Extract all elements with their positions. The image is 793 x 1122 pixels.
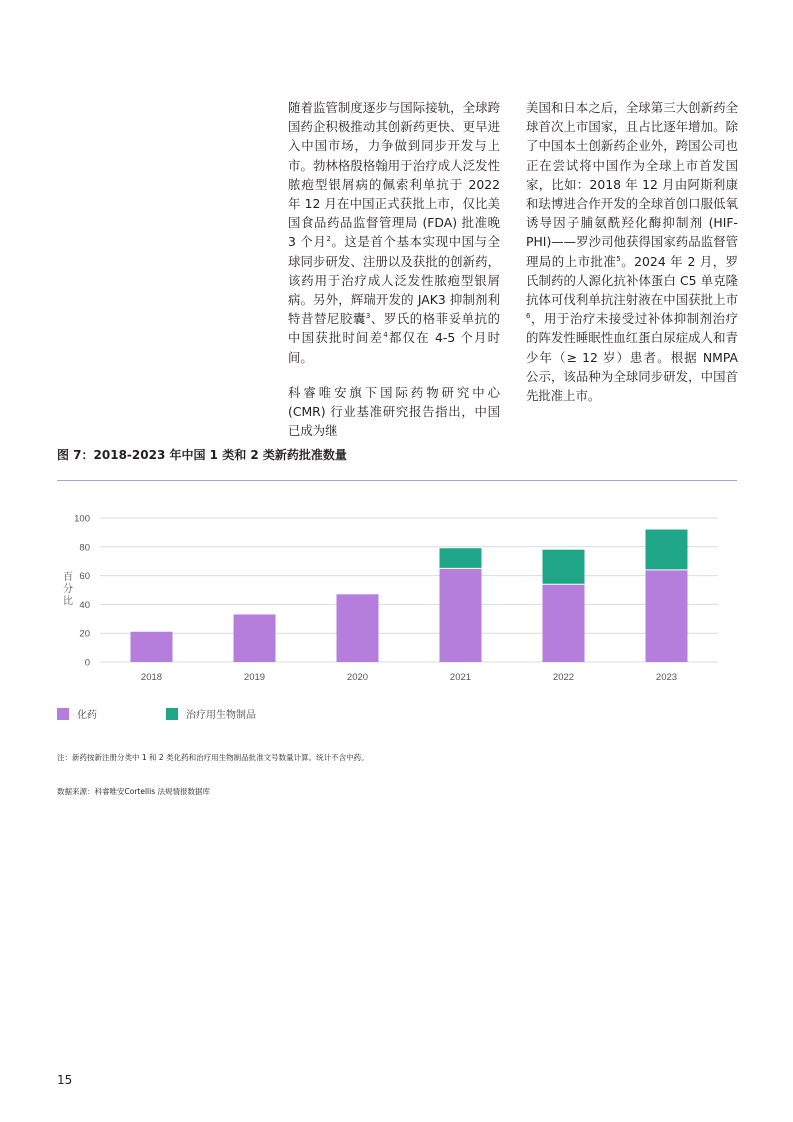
figure-title: 图 7：2018-2023 年中国 1 类和 2 类新药批准数量: [57, 448, 347, 462]
x-tick-label: 2020: [346, 672, 369, 683]
bar-segment: [543, 584, 585, 662]
y-tick-label: 80: [79, 542, 90, 554]
paragraph: 随着监管制度逐步与国际接轨，全球跨国药企积极推动其创新药更快、更早进入中国市场，力争做到同步开发与上市。勃林格殷格翰用于治疗成人泛发性脓疱型银屑病的佩索利单抗于 2022 年 12 月在中国正式获批上市，仅比美国食品药品监督管理局 (FDA) 批准晚 3 个月$^2$。这是首个基本实现中国与全球同步研发、注册以及获批的创新药，该药用于治疗成人泛发性脓疱型银屑病。另外，辉瑞开发的 JAK3 抑制剂利特昔替尼胶囊$^3$、罗氏的格菲妥单抗的中国获批时间差$^4$都仅在 4-5 个月时间。: [288, 100, 501, 365]
chart-grid: [100, 518, 718, 662]
y-axis-label: [63, 571, 73, 607]
bar-segment: [131, 632, 173, 662]
bar-segment: [543, 550, 585, 585]
data-source: 数据来源：科睿唯安Cortellis 法规情报数据库: [57, 787, 211, 796]
legend-label: 化药: [77, 710, 97, 721]
bar-segment: [646, 570, 688, 662]
bar-chart: [0, 500, 793, 700]
footnote-ref: 3: [365, 312, 371, 321]
legend-swatch: [166, 708, 178, 720]
x-axis-ticks: [141, 672, 677, 683]
y-axis-label-char: 百: [63, 572, 73, 583]
bar-segment: [646, 530, 688, 570]
legend-item-biologics: [166, 706, 256, 721]
paragraph: 美国和日本之后，全球第三大创新药全球首次上市国家，且占比逐年增加。除了中国本土创新药企业外，跨国公司也正在尝试将中国作为全球上市首发国家，比如：2018 年 12 月由阿斯利康和珐博进合作开发的全球首创口服低氧诱导因子脯氨酰羟化酶抑制剂 (HIF-PHI)——罗沙司他获得国家药品监督管理局的上市批准$^5$。2024 年 2 月，罗氏制药的人源化抗补体蛋白 C5 单克隆抗体可伐利单抗注射液在中国获批上市$^6$，用于治疗未接受过补体抑制剂治疗的阵发性睡眠性血红蛋白尿症成人和青少年（≥ 12 岁）患者。根据 NMPA 公示，该品种为全球同步研发，中国首先批准上市。: [526, 100, 739, 404]
figure-divider: [57, 480, 737, 481]
y-axis-label-char: 比: [63, 596, 73, 607]
x-tick-label: 2019: [243, 672, 266, 683]
bar-segment: [440, 548, 482, 568]
footnote-ref: 4: [383, 331, 388, 340]
x-tick-label: 2018: [140, 672, 163, 683]
legend-swatch: [57, 708, 69, 720]
chart-bars: [131, 530, 688, 662]
y-tick-label: 20: [79, 628, 90, 640]
x-tick-label: 2023: [655, 672, 678, 683]
paragraph: 科睿唯安旗下国际药物研究中心 (CMR) 行业基准研究报告指出，中国已成为继: [288, 384, 500, 439]
legend-label: 治疗用生物制品: [186, 710, 256, 721]
x-tick-label: 2021: [449, 672, 472, 683]
x-tick-label: 2022: [552, 672, 575, 683]
footnote-ref: 2: [326, 235, 331, 244]
bar-segment: [337, 594, 379, 662]
text-column-right: [526, 98, 738, 421]
bar-segment: [440, 568, 482, 662]
footnote-ref: 5: [616, 254, 621, 263]
y-tick-label: 40: [79, 599, 90, 611]
bar-segment: [234, 614, 276, 662]
y-tick-label: 0: [84, 657, 90, 669]
figure-note: 注：新药按新注册分类中 1 和 2 类化药和治疗用生物制品批准文号数量计算。统计不含中药。: [57, 753, 369, 762]
text-column-left: [288, 98, 500, 456]
y-tick-label: 100: [74, 513, 90, 525]
page-number: 15: [57, 1073, 73, 1087]
legend-item-chemical-drugs: [57, 706, 97, 721]
y-tick-label: 60: [79, 571, 90, 583]
y-axis-label-char: 分: [63, 584, 73, 595]
footnote-ref: 6: [526, 312, 531, 321]
y-axis-ticks: [74, 514, 90, 669]
